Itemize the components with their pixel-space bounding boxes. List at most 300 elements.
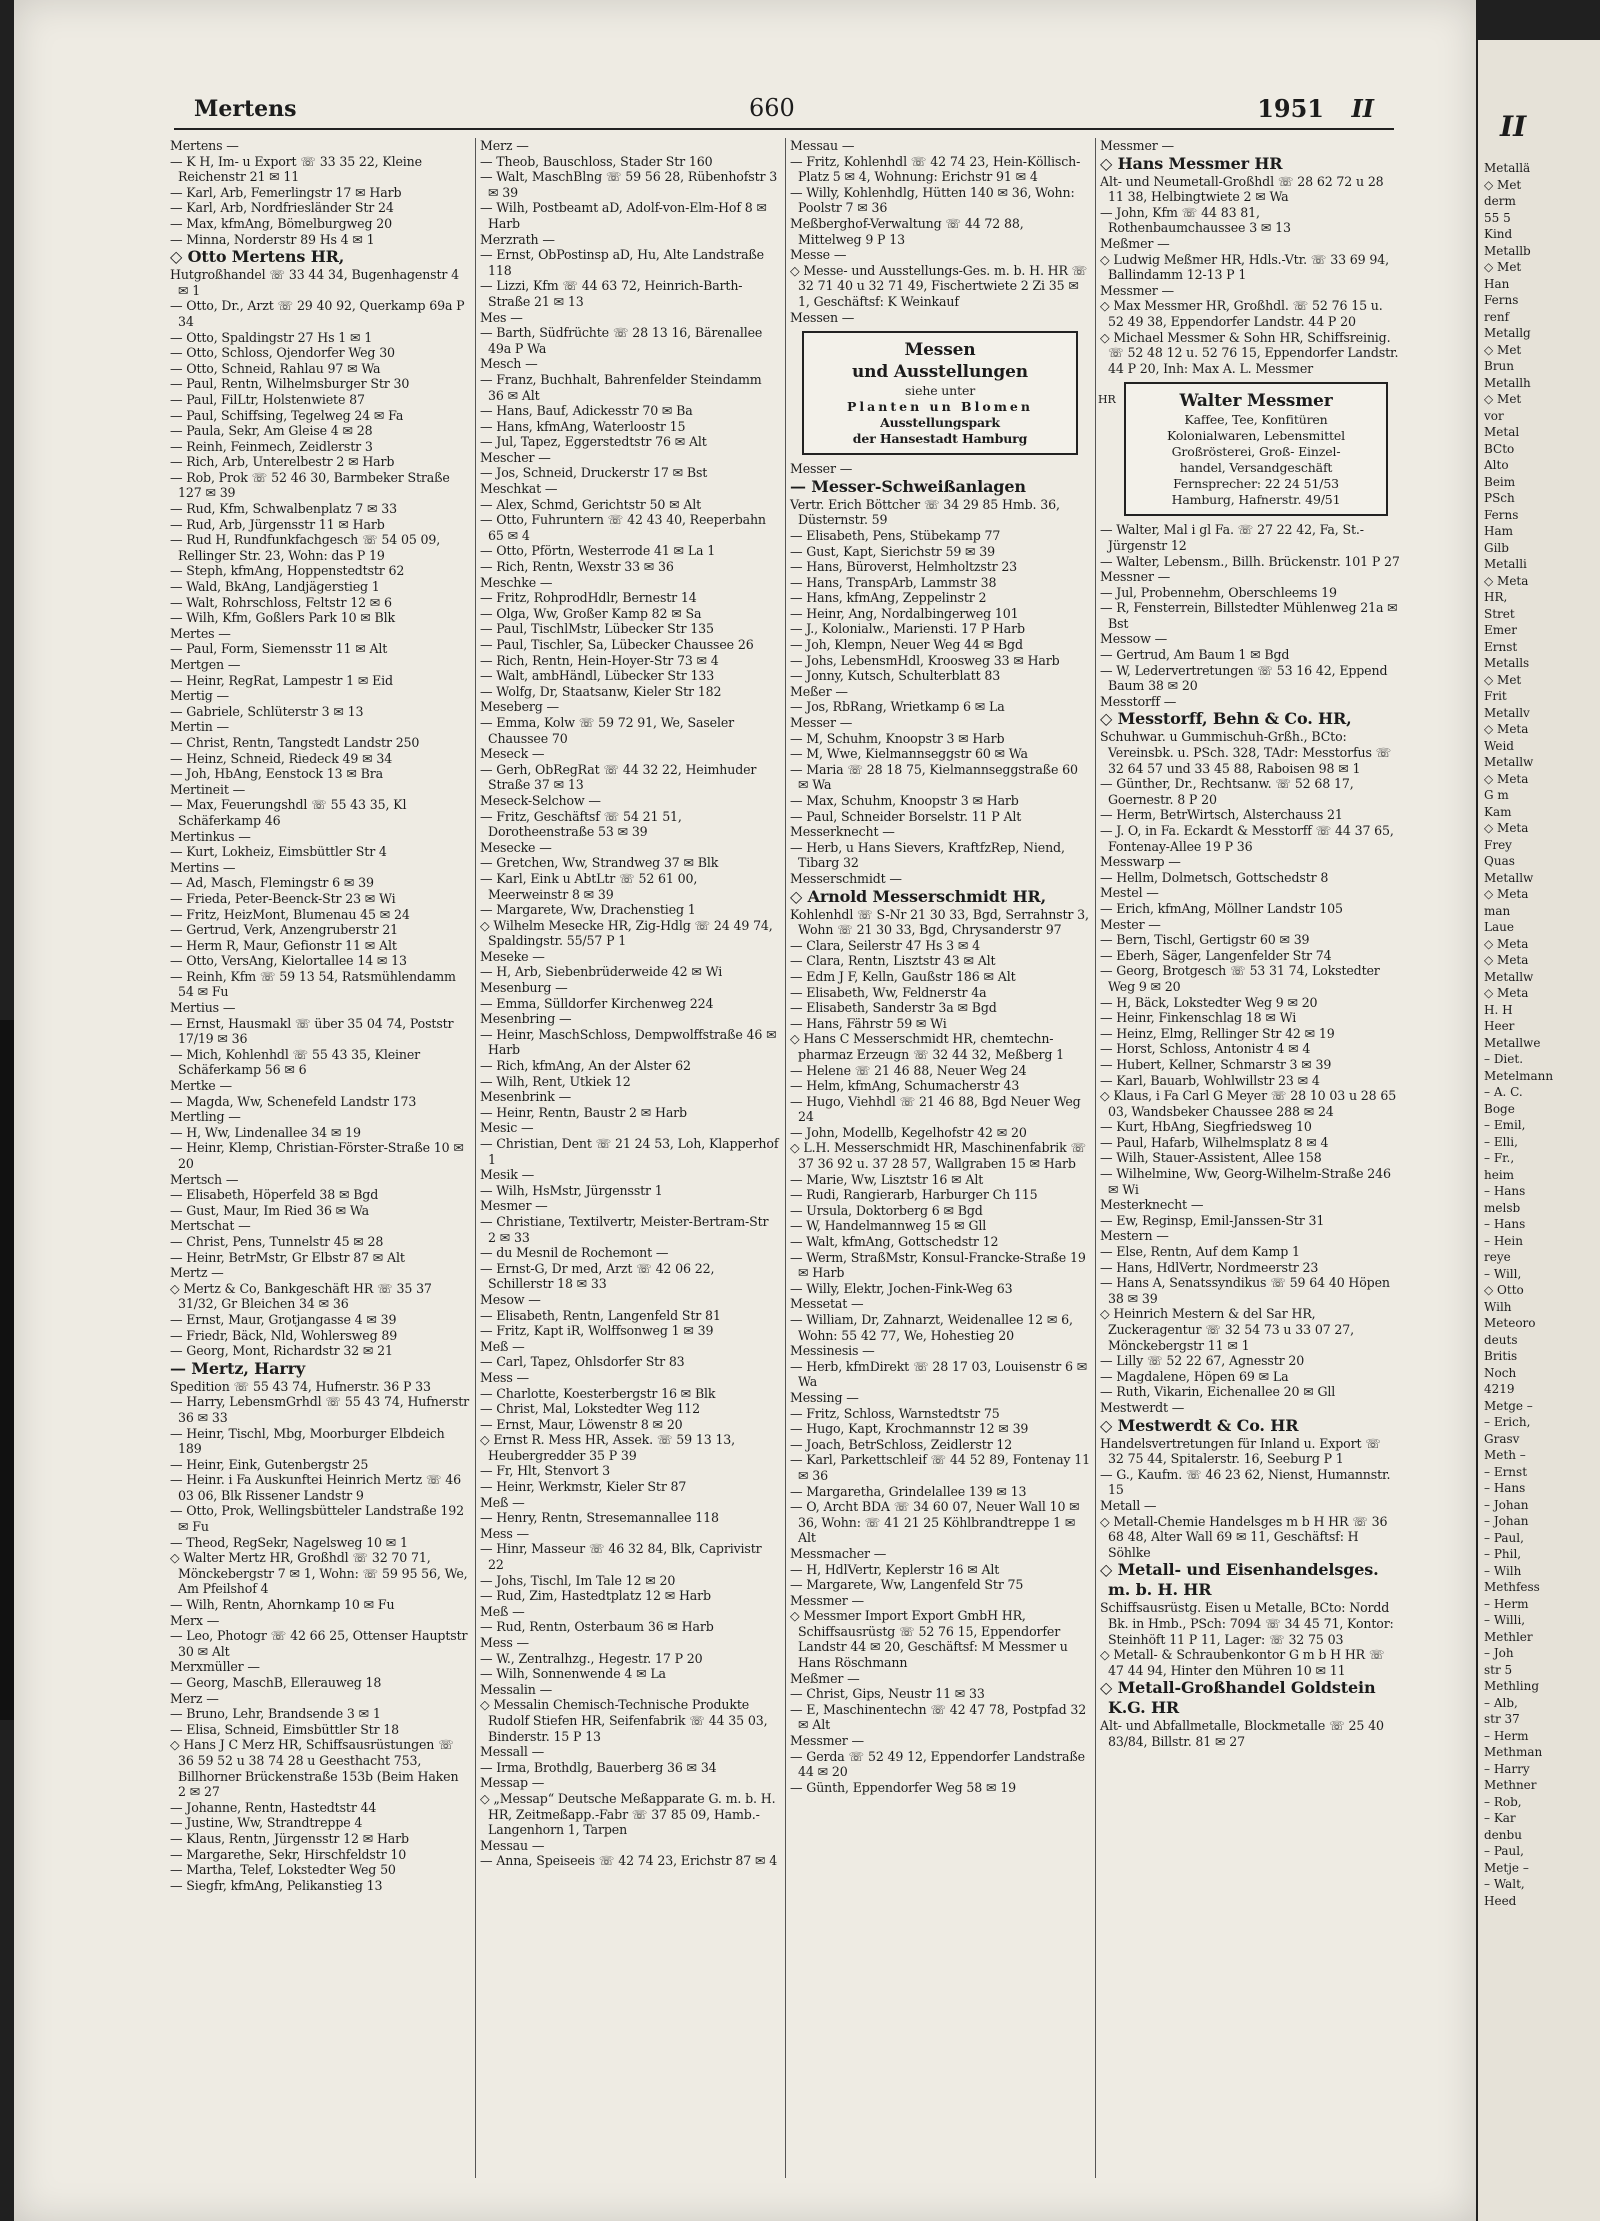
directory-entry: — Theob, Bauschloss, Stader Str 160 [480, 153, 713, 169]
directory-entry: — Franz, Buchhalt, Bahrenfelder Steindamm 36 ✉ Alt [480, 371, 762, 403]
directory-entry: Alt- und Abfallmetalle, Blockmetalle ☏ 25 40 83/84, Billstr. 81 ✉ 27 [1100, 1718, 1384, 1749]
directory-entry: — Else, Rentn, Auf dem Kamp 1 [1100, 1244, 1300, 1260]
directory-entry: — Bern, Tischl, Gertigstr 60 ✉ 39 [1100, 932, 1310, 948]
directory-entry: Messen — [790, 309, 855, 325]
directory-entry: — Paul, Hafarb, Wilhelmsplatz 8 ✉ 4 [1100, 1134, 1329, 1150]
adjacent-page-line: ◇ Met [1484, 260, 1522, 274]
adjacent-page-line: – Wilh [1484, 1563, 1522, 1578]
directory-entry: — Ernst, Hausmakl ☏ über 35 04 74, Poststr 17/19 ✉ 36 [170, 1015, 454, 1047]
ad-marker: HR [1098, 393, 1116, 407]
directory-entry: — du Mesnil de Rochemont — [480, 1245, 669, 1261]
adjacent-page-line: Metelmann [1484, 1068, 1554, 1083]
directory-entry: — Heinr, Werkmstr, Kieler Str 87 [480, 1479, 687, 1495]
directory-entry: — Theod, RegSekr, Nagelsweg 10 ✉ 1 [170, 1534, 408, 1550]
directory-entry: — Paula, Sekr, Am Gleise 4 ✉ 28 [170, 423, 373, 439]
ad-line: Hamburg, Hafnerstr. 49/51 [1171, 492, 1341, 508]
directory-entry: — E, Maschinentechn ☏ 42 47 78, Postpfad 32 ✉ Alt [790, 1701, 1087, 1733]
directory-entry: — Georg, Brotgesch ☏ 53 31 74, Lokstedter Weg 9 ✉ 20 [1100, 963, 1380, 994]
directory-entry: — Otto, Dr., Arzt ☏ 29 40 92, Querkamp 69a P 34 [170, 298, 465, 329]
directory-entry: — Reinh, Feinmech, Zeidlerstr 3 [170, 438, 373, 454]
directory-entry: — Helm, kfmAng, Schumacherstr 43 [790, 1078, 1020, 1094]
directory-entry: ◇ Messmer Import Export GmbH HR, Schiffsausrüstg ☏ 52 76 15, Eppendorfer Landstr 44 ✉ 20, Geschäftsf: M Messmer u Hans Röschmann [790, 1608, 1068, 1671]
directory-entry: — O, Archt BDA ☏ 34 60 07, Neuer Wall 10 ✉ 36, Wohn: ☏ 41 21 25 Köhlbrandtreppe 1 ✉ Alt [790, 1499, 1080, 1546]
adjacent-page-line: – Walt, [1484, 1877, 1525, 1891]
directory-entry: — Minna, Norderstr 89 Hs 4 ✉ 1 [170, 231, 375, 247]
directory-entry: — Rudi, Rangierarb, Harburger Ch 115 [790, 1187, 1038, 1203]
adjacent-page-line: Wilh [1484, 1299, 1512, 1314]
adjacent-page-line: Metallw [1484, 755, 1534, 769]
directory-entry: Mertin — [170, 719, 229, 735]
directory-entry: Messall — [480, 1744, 545, 1760]
adjacent-page-line: Ham [1484, 524, 1513, 538]
column-2 [480, 138, 780, 2188]
directory-entry: — Elisabeth, Rentn, Langenfeld Str 81 [480, 1307, 721, 1323]
adjacent-page-line: ◇ Otto [1484, 1283, 1524, 1297]
directory-entry: — Gust, Maur, Im Ried 36 ✉ Wa [170, 1202, 369, 1218]
directory-entry: — Jul, Tapez, Eggerstedtstr 76 ✉ Alt [480, 434, 707, 450]
directory-entry: ◇ Max Messmer HR, Großhdl. ☏ 52 76 15 u. 52 49 38, Eppendorfer Landstr. 44 P 20 [1100, 298, 1383, 329]
directory-entry: Mesow — [480, 1291, 541, 1307]
directory-entry: — H, Arb, Siebenbrüderweide 42 ✉ Wi [480, 964, 723, 980]
directory-entry: — Karl, Bauarb, Wohlwillstr 23 ✉ 4 [1100, 1072, 1320, 1088]
directory-entry: — Paul, TischlMstr, Lübecker Str 135 [480, 621, 714, 637]
adjacent-page-line: Heed [1484, 1893, 1517, 1908]
directory-entry: — Walter, Lebensm., Billh. Brückenstr. 101 P 27 [1100, 553, 1400, 569]
directory-entry: — Günth, Eppendorfer Weg 58 ✉ 19 [790, 1779, 1016, 1795]
directory-entry: Meß — [480, 1338, 525, 1354]
directory-entry: Mes — [480, 309, 523, 325]
directory-entry: — Rob, Prok ☏ 52 46 30, Barmbeker Straße 127 ✉ 39 [170, 469, 450, 501]
directory-entry: Hutgroßhandel ☏ 33 44 34, Bugenhagenstr 4 ✉ 1 [170, 267, 459, 298]
adjacent-page-line: Metallh [1484, 375, 1531, 390]
directory-entry: Mesenburg — [480, 980, 568, 996]
directory-entry: Mertz — [170, 1265, 224, 1281]
directory-entry: — Walt, Rohrschloss, Feltstr 12 ✉ 6 [170, 594, 392, 610]
directory-entry: — Rud, Rentn, Osterbaum 36 ✉ Harb [480, 1619, 714, 1635]
ad-line: siehe unter [904, 383, 976, 399]
directory-entry: — Maria ☏ 28 18 75, Kielmannseggstraße 60 ✉ Wa [790, 761, 1078, 793]
directory-entry: ◇ Heinrich Mestern & del Sar HR, Zuckeragentur ☏ 32 54 73 u 33 07 27, Mönckebergstr 11 ✉ 1 [1100, 1306, 1354, 1353]
adjacent-page-line: Metallw [1484, 969, 1534, 984]
directory-entry: — Joach, BetrSchloss, Zeidlerstr 12 [790, 1436, 1013, 1452]
directory-entry: — Hinr, Masseur ☏ 46 32 84, Blk, Caprivistr 22 [480, 1541, 762, 1573]
adjacent-page-edge [1478, 40, 1600, 2221]
adjacent-page-line: ◇ Meta [1484, 887, 1529, 901]
directory-entry: — Christ, Gips, Neustr 11 ✉ 33 [790, 1686, 985, 1702]
directory-entry: — Ew, Reginsp, Emil-Janssen-Str 31 [1100, 1212, 1325, 1228]
directory-entry: — Clara, Rentn, Lisztstr 43 ✉ Alt [790, 953, 996, 969]
adjacent-page-line: Kind [1484, 227, 1513, 241]
adjacent-page-line: PSch [1484, 491, 1515, 505]
directory-columns [170, 138, 1400, 2188]
page-number: 660 [749, 94, 795, 122]
directory-entry: — Max, Feuerungshdl ☏ 55 43 35, Kl Schäferkamp 46 [170, 797, 407, 828]
directory-entry: Messwarp — [1100, 854, 1181, 870]
directory-entry: — Hugo, Kapt, Krochmannstr 12 ✉ 39 [790, 1421, 1029, 1437]
directory-entry: Mesmer — [480, 1198, 548, 1214]
directory-entry: Meß — [480, 1494, 525, 1510]
directory-entry: — Günther, Dr., Rechtsanw. ☏ 52 68 17, Goernestr. 8 P 20 [1100, 776, 1354, 807]
adjacent-page-line: – Johan [1484, 1497, 1529, 1512]
page-year: 1951 [1257, 94, 1324, 123]
directory-entry: Schuhwar. u Gummischuh-Grßh., BCto: Vereinsbk. u. PSch. 328, TAdr: Messtorfus ☏ 32 64 57 und 33 45 88, Raboisen 98 ✉ 1 [1100, 729, 1392, 776]
directory-entry: Mescher — [480, 449, 551, 465]
directory-entry: — Hans, Fährstr 59 ✉ Wi [790, 1015, 947, 1031]
directory-entry: — Ursula, Doktorberg 6 ✉ Bgd [790, 1202, 983, 1218]
ad-line: der Hansestadt Hamburg [852, 431, 1028, 447]
directory-entry: Merz — [170, 1690, 219, 1706]
adjacent-page-line: Meteoro [1484, 1316, 1536, 1330]
directory-entry: — Wilh, Rent, Utkiek 12 [480, 1073, 631, 1089]
directory-entry: Mestel — [1100, 885, 1159, 901]
adjacent-page-line: Ernst [1484, 639, 1518, 654]
directory-entry: — Fritz, Schloss, Warnstedtstr 75 [790, 1405, 1000, 1421]
adjacent-page-line: – Ernst [1484, 1464, 1528, 1479]
directory-entry: — Rich, Arb, Unterelbestr 2 ✉ Harb [170, 454, 395, 470]
directory-entry: Meßberghof-Verwaltung ☏ 44 72 88, Mittelweg 9 P 13 [790, 215, 1024, 247]
directory-entry: — Gretchen, Ww, Strandweg 37 ✉ Blk [480, 855, 719, 871]
adjacent-page-line: Methfess [1484, 1580, 1540, 1594]
directory-entry: Kohlenhdl ☏ S-Nr 21 30 33, Bgd, Serrahnstr 3, Wohn ☏ 21 30 33, Bgd, Chrysanderstr 97 [790, 906, 1089, 938]
directory-entry: — Fritz, Geschäftsf ☏ 54 21 51, Dorotheenstraße 53 ✉ 39 [480, 808, 682, 840]
adjacent-page-line: Methner [1484, 1778, 1537, 1792]
directory-entry: — Margarete, Ww, Langenfeld Str 75 [790, 1577, 1024, 1593]
directory-entry: — W, Handelmannweg 15 ✉ Gll [790, 1218, 987, 1234]
directory-entry: ◇ Wilhelm Mesecke HR, Zig-Hdlg ☏ 24 49 74, Spaldingstr. 55/57 P 1 [480, 917, 773, 949]
directory-entry: Mertling — [170, 1109, 241, 1125]
directory-entry: Mertschat — [170, 1218, 251, 1234]
ad-line: Fernsprecher: 22 24 51/53 [1173, 476, 1339, 492]
directory-entry: Handelsvertretungen für Inland u. Export ☏ 32 75 44, Spitalerstr. 16, Seeburg P 1 [1100, 1435, 1381, 1467]
adjacent-page-line: – Will, [1484, 1266, 1522, 1281]
directory-entry: — Otto, Prok, Wellingsbütteler Landstraße 192 ✉ Fu [170, 1503, 464, 1535]
directory-entry: — Otto, VersAng, Kielortallee 14 ✉ 13 [170, 953, 407, 969]
directory-entry: — Charlotte, Koesterbergstr 16 ✉ Blk [480, 1385, 716, 1401]
ad-line: Großrösterei, Groß- Einzel- [1171, 444, 1341, 460]
adjacent-page-line: vor [1484, 408, 1504, 423]
adjacent-page-line: Stret [1484, 606, 1515, 621]
directory-entry: ◇ Hans J C Merz HR, Schiffsausrüstungen ☏ 36 59 52 u 38 74 28 u Geesthacht 753, Billhorner Brückenstraße 153b (Beim Haken 2 ✉ 27 [170, 1737, 459, 1800]
directory-entry: — Paul, Form, Siemensstr 11 ✉ Alt [170, 641, 388, 657]
directory-entry: Merzrath — [480, 231, 555, 247]
directory-entry: — Rud H, Rundfunkfachgesch ☏ 54 05 09, Rellinger Str. 23, Wohn: das P 19 [170, 532, 441, 563]
adjacent-page-line: Boge [1484, 1101, 1515, 1116]
directory-entry: — Olga, Ww, Großer Kamp 82 ✉ Sa [480, 605, 702, 621]
directory-entry: Vertr. Erich Böttcher ☏ 34 29 85 Hmb. 36, Düsternstr. 59 [790, 496, 1060, 528]
directory-entry: — John, Modellb, Kegelhofstr 42 ✉ 20 [790, 1124, 1027, 1140]
directory-entry: — Rich, Rentn, Hein-Hoyer-Str 73 ✉ 4 [480, 652, 719, 668]
directory-entry: — Johanne, Rentn, Hastedtstr 44 [170, 1799, 377, 1815]
directory-entry: Meseberg — [480, 699, 559, 715]
column-3 [790, 138, 1090, 2188]
directory-entry: Merx — [170, 1612, 220, 1628]
directory-entry: — Heinr. i Fa Auskunftei Heinrich Mertz ☏ 46 03 06, Blk Rissener Landstr 9 [170, 1472, 462, 1503]
directory-entry: — Johs, Tischl, Im Tale 12 ✉ 20 [480, 1572, 676, 1588]
directory-entry: — Heinr, RegRat, Lampestr 1 ✉ Eid [170, 672, 393, 688]
directory-entry: Messer — [790, 461, 853, 477]
directory-entry: — Fritz, Kapt iR, Wolffsonweg 1 ✉ 39 [480, 1323, 714, 1339]
directory-entry: — H, Bäck, Lokstedter Weg 9 ✉ 20 [1100, 994, 1318, 1010]
adjacent-page-line: – Herm [1484, 1596, 1529, 1611]
directory-entry: — Otto, Fuhruntern ☏ 42 43 40, Reeperbahn 65 ✉ 4 [480, 512, 766, 543]
ad-title: Messen [904, 340, 976, 361]
directory-entry: Messmer — [790, 1592, 864, 1608]
directory-entry: Messmacher — [790, 1545, 887, 1561]
directory-entry: — Gerh, ObRegRat ☏ 44 32 22, Heimhuder Straße 37 ✉ 13 [480, 761, 757, 793]
directory-entry: — Helene ☏ 21 46 88, Neuer Weg 24 [790, 1062, 1027, 1078]
adjacent-page-line: ◇ Meta [1484, 953, 1529, 967]
directory-entry: Mestwerdt — [1100, 1399, 1185, 1415]
adjacent-page-line: Metallwe [1484, 1035, 1541, 1050]
directory-entry: — Gertrud, Am Baum 1 ✉ Bgd [1100, 647, 1290, 663]
directory-entry: — Friedr, Bäck, Nld, Wohlersweg 89 [170, 1327, 398, 1343]
adjacent-page-line: – Phil, [1484, 1547, 1522, 1561]
directory-entry: — M, Wwe, Kielmannseggstr 60 ✉ Wa [790, 746, 1028, 762]
ad-line: Planten un Blomen [847, 399, 1033, 415]
directory-entry: — Herm, BetrWirtsch, Alsterchauss 21 [1100, 807, 1343, 823]
directory-entry: — Heinr, Eink, Gutenbergstr 25 [170, 1456, 369, 1472]
directory-entry: Alt- und Neumetall-Großhdl ☏ 28 62 72 u 28 11 38, Helbingtwiete 2 ✉ Wa [1100, 173, 1384, 205]
directory-entry: Mertig — [170, 688, 229, 704]
ad-title-2: und Ausstellungen [851, 362, 1029, 383]
adjacent-page-line: ◇ Met [1484, 177, 1522, 192]
directory-entry: — Otto, Schneid, Rahlau 97 ✉ Wa [170, 360, 381, 376]
directory-entry: — J. O, in Fa. Eckardt & Messtorff ☏ 44 37 65, Fontenay-Allee 19 P 36 [1100, 823, 1394, 854]
adjacent-page-line: Metallb [1484, 243, 1531, 258]
directory-entry: — Max, Schuhm, Knoopstr 3 ✉ Harb [790, 793, 1019, 808]
adjacent-page-line: – Joh [1484, 1646, 1514, 1660]
adjacent-page-line: Metallw [1484, 870, 1534, 885]
directory-entry: ◇ Messe- und Ausstellungs-Ges. m. b. H. HR ☏ 32 71 40 u 32 71 49, Fischertwiete 2 Zi 35 ✉ 1, Geschäftsf: K Weinkauf [790, 262, 1088, 309]
adjacent-page-line: – Paul, [1484, 1844, 1524, 1858]
directory-entry: — Ernst, Maur, Grotjangasse 4 ✉ 39 [170, 1311, 397, 1327]
adjacent-page-line: man [1484, 903, 1511, 918]
directory-entry: — Margarethe, Sekr, Hirschfeldstr 10 [170, 1846, 407, 1862]
adjacent-page-line: Britis [1484, 1349, 1518, 1363]
directory-entry: — Willy, Elektr, Jochen-Fink-Weg 63 [790, 1280, 1013, 1296]
adjacent-page-line: ◇ Meta [1484, 573, 1529, 588]
directory-entry: — Jul, Probennehm, Oberschleems 19 [1100, 584, 1337, 600]
directory-entry: — Ernst, ObPostinsp aD, Hu, Alte Landstraße 118 [480, 247, 764, 278]
directory-entry: Mertineit — [170, 781, 246, 797]
directory-entry: Metall — [1100, 1497, 1157, 1513]
adjacent-page-line: Han [1484, 276, 1510, 291]
adjacent-page-line: Emer [1484, 623, 1517, 637]
directory-entry: Messmer — [790, 1733, 864, 1749]
directory-entry: — J., Kolonialw., Mariensti. 17 P Harb [790, 621, 1025, 637]
adjacent-page-line: Ferns [1484, 507, 1519, 522]
directory-entry: Mestern — [1100, 1228, 1169, 1244]
directory-entry: Messmer — [1100, 138, 1174, 153]
directory-entry: — Rud, Kfm, Schwalbenplatz 7 ✉ 33 [170, 501, 397, 517]
directory-entry: — Christian, Dent ☏ 21 24 53, Loh, Klapperhof 1 [480, 1136, 779, 1167]
directory-entry: Messer — [790, 715, 853, 731]
adjacent-page-line: Frit [1484, 689, 1507, 703]
adjacent-page-line: – Johan [1484, 1514, 1529, 1528]
directory-entry: — Walt, ambHändl, Lübecker Str 133 [480, 668, 715, 684]
directory-entry: ◇ Michael Messmer & Sohn HR, Schiffsreinig. ☏ 52 48 12 u. 52 76 15, Eppendorfer Landstr. 44 P 20, Inh: Max A. L. Messmer [1100, 329, 1399, 376]
directory-entry: — Hans, TranspArb, Lammstr 38 [790, 574, 997, 590]
directory-entry: — Leo, Photogr ☏ 42 66 25, Ottenser Hauptstr 30 ✉ Alt [170, 1628, 468, 1659]
directory-entry: — Gertrud, Verk, Anzengruberstr 21 [170, 922, 399, 938]
adjacent-page-line: Metje – [1484, 1860, 1529, 1875]
ad-walter-messmer [1124, 382, 1388, 516]
directory-entry: — Magda, Ww, Schenefeld Landstr 173 [170, 1093, 417, 1109]
directory-entry: — Wilh, Sonnenwende 4 ✉ La [480, 1666, 666, 1682]
adjacent-page-line: Methling [1484, 1679, 1540, 1693]
directory-entry: — Elisa, Schneid, Eimsbüttler Str 18 [170, 1721, 400, 1737]
directory-entry: — Werm, StraßMstr, Konsul-Francke-Straße 19 ✉ Harb [790, 1249, 1086, 1281]
adjacent-page-line: Metge – [1484, 1398, 1533, 1413]
adjacent-page-line: – Kar [1484, 1811, 1516, 1825]
directory-entry: Mess — [480, 1635, 529, 1650]
column-rule [1095, 138, 1096, 2178]
directory-entry: Mertius — [170, 1000, 236, 1016]
directory-entry: — Hans, kfmAng, Waterloostr 15 [480, 418, 686, 434]
adjacent-page-line: Metallg [1484, 326, 1531, 340]
directory-entry: — Johs, LebensmHdl, Kroosweg 33 ✉ Harb [790, 652, 1060, 668]
directory-entry: Mertes — [170, 625, 231, 641]
adjacent-page-line: Methman [1484, 1745, 1543, 1759]
adjacent-page-header: II [1500, 110, 1527, 143]
directory-entry: — Heinz, Elmg, Rellinger Str 42 ✉ 19 [1100, 1025, 1335, 1041]
directory-entry: Mesch — [480, 356, 538, 372]
directory-entry: ◇ Metall- & Schraubenkontor G m b H HR ☏ 47 44 94, Hinter den Mühren 10 ✉ 11 [1100, 1647, 1385, 1678]
directory-entry: — Heinr, Ang, Nordalbingerweg 101 [790, 605, 1019, 621]
directory-entry: Messtorff — [1100, 693, 1177, 709]
directory-entry: Mesenbrink — [480, 1089, 572, 1105]
directory-entry: — Horst, Schloss, Antonistr 4 ✉ 4 [1100, 1041, 1311, 1057]
directory-entry: — Marie, Ww, Lisztstr 16 ✉ Alt [790, 1171, 984, 1187]
directory-entry: — Heinr, Tischl, Mbg, Moorburger Elbdeich 189 [170, 1425, 445, 1457]
directory-entry: — Ernst, Maur, Löwenstr 8 ✉ 20 [480, 1416, 683, 1432]
directory-entry: — Heinr, Klemp, Christian-Förster-Straße 10 ✉ 20 [170, 1140, 464, 1171]
directory-entry: ◇ „Messap“ Deutsche Meßapparate G. m. b. H. HR, Zeitmeßapp.-Fabr ☏ 37 85 09, Hamb.-Langenhorn 1, Tarpen [480, 1790, 776, 1838]
directory-entry: Meseck — [480, 746, 545, 762]
directory-entry: — Heinr, Rentn, Baustr 2 ✉ Harb [480, 1104, 687, 1120]
directory-entry: — Hans, HdlVertr, Nordmeerstr 23 [1100, 1259, 1319, 1275]
directory-entry: — Willy, Kohlenhdlg, Hütten 140 ✉ 36, Wohn: Poolstr 7 ✉ 36 [790, 184, 1075, 216]
adjacent-page-line: ◇ Meta [1484, 821, 1529, 835]
directory-entry: — Heinr, Finkenschlag 18 ✉ Wi [1100, 1010, 1297, 1026]
directory-entry: — Mertz, Harry [170, 1358, 306, 1378]
directory-entry: — Jos, RbRang, Wrietkamp 6 ✉ La [790, 699, 1005, 715]
directory-entry: — Kurt, Lokheiz, Eimsbüttler Str 4 [170, 844, 387, 860]
adjacent-page-line: deuts [1484, 1332, 1518, 1347]
directory-entry: — Walter, Mal i gl Fa. ☏ 27 22 42, Fa, St.-Jürgenstr 12 [1100, 522, 1364, 553]
ad-line: Ausstellungspark [880, 415, 1000, 431]
directory-entry: — Henry, Rentn, Stresemannallee 118 [480, 1510, 719, 1526]
directory-entry: ◇ Ludwig Meßmer HR, Hdls.-Vtr. ☏ 33 69 94, Ballindamm 12-13 P 1 [1100, 251, 1389, 283]
adjacent-page-line: Alto [1484, 458, 1509, 472]
directory-entry: Mesenbring — [480, 1011, 572, 1027]
directory-entry: — Justine, Ww, Strandtreppe 4 [170, 1815, 363, 1831]
directory-entry: — Erich, kfmAng, Möllner Landstr 105 [1100, 900, 1343, 916]
directory-entry: Mesecke — [480, 839, 552, 855]
directory-entry: Messinesis — [790, 1343, 875, 1359]
adjacent-page-line: HR, [1484, 590, 1508, 604]
directory-entry: Meß — [480, 1603, 525, 1619]
adjacent-page-line: – Rob, [1484, 1794, 1522, 1809]
directory-entry: — Clara, Seilerstr 47 Hs 3 ✉ 4 [790, 937, 981, 953]
directory-entry: Messmer — [1100, 282, 1174, 298]
adjacent-page-line: Grasv [1484, 1431, 1520, 1446]
directory-entry: — Mich, Kohlenhdl ☏ 55 43 35, Kleiner Schäferkamp 56 ✉ 6 [170, 1046, 421, 1078]
adjacent-page-line: Metallv [1484, 705, 1530, 720]
directory-entry: — Hans A, Senatssyndikus ☏ 59 64 40 Höpen 38 ✉ 39 [1100, 1275, 1390, 1306]
directory-entry: — Paul, Schneider Borselstr. 11 P Alt [790, 808, 1022, 824]
directory-entry: Mertens — [170, 138, 239, 153]
directory-entry: — Karl, Parkettschleif ☏ 44 52 89, Fontenay 11 ✉ 36 [790, 1452, 1090, 1483]
column-rule [475, 138, 476, 2178]
adjacent-page-line: ◇ Meta [1484, 986, 1529, 1000]
directory-entry: — Max, kfmAng, Bömelburgweg 20 [170, 215, 392, 231]
adjacent-page-line: G m [1484, 788, 1509, 802]
directory-entry: — Wilhelmine, Ww, Georg-Wilhelm-Straße 246 ✉ Wi [1100, 1166, 1391, 1197]
directory-entry: — Frieda, Peter-Beenck-Str 23 ✉ Wi [170, 890, 396, 906]
adjacent-page-line: – Harry [1484, 1761, 1530, 1776]
directory-entry: — Wilh, Stauer-Assistent, Allee 158 [1100, 1150, 1322, 1166]
page-volume: II [1351, 94, 1374, 123]
directory-entry: ◇ Hans Messmer HR [1100, 153, 1283, 173]
ad-title: Walter Messmer [1179, 391, 1333, 412]
directory-entry: — Heinr, BetrMstr, Gr Elbstr 87 ✉ Alt [170, 1249, 405, 1265]
adjacent-page-line: – Herm [1484, 1728, 1529, 1743]
directory-entry: — John, Kfm ☏ 44 83 81, Rothenbaumchaussee 3 ✉ 13 [1100, 204, 1291, 236]
adjacent-page-line: Kam [1484, 804, 1512, 819]
directory-entry: ◇ Messtorff, Behn & Co. HR, [1100, 709, 1352, 729]
directory-entry: — Christ, Rentn, Tangstedt Landstr 250 [170, 734, 420, 750]
ad-line: Kaffee, Tee, Konfitüren [1184, 412, 1328, 428]
directory-entry: — Lizzi, Kfm ☏ 44 63 72, Heinrich-Barth-Straße 21 ✉ 13 [480, 278, 743, 309]
directory-entry: — Fritz, RohprodHdlr, Bernestr 14 [480, 590, 697, 606]
directory-entry: Meßer — [790, 683, 848, 699]
adjacent-page-line: Metal [1484, 425, 1520, 439]
directory-entry: — Siegfr, kfmAng, Pelikanstieg 13 [170, 1877, 383, 1893]
directory-entry: — Margarete, Ww, Drachenstieg 1 [480, 902, 696, 918]
directory-entry: — Elisabeth, Höperfeld 38 ✉ Bgd [170, 1187, 379, 1203]
adjacent-page-line: Metalls [1484, 656, 1530, 670]
directory-entry: — Hellm, Dolmetsch, Gottschedstr 8 [1100, 869, 1329, 885]
adjacent-page-line: – Hans [1484, 1217, 1526, 1231]
directory-entry: Mertsch — [170, 1171, 239, 1187]
directory-entry: — Reinh, Kfm ☏ 59 13 54, Ratsmühlendamm 54 ✉ Fu [170, 968, 456, 1000]
directory-entry: ◇ Arnold Messerschmidt HR, [790, 886, 1046, 906]
adjacent-page-line: str 37 [1484, 1712, 1520, 1726]
adjacent-page-line: ◇ Meta [1484, 722, 1529, 736]
adjacent-page-line: – A. C. [1484, 1085, 1523, 1099]
adjacent-page-line: derm [1484, 194, 1516, 208]
directory-entry: Messetat — [790, 1296, 864, 1312]
directory-entry: Meseck-Selchow — [480, 792, 601, 808]
directory-entry: — Walt, kfmAng, Gottschedstr 12 [790, 1234, 999, 1250]
adjacent-page-line: – Willi, [1484, 1613, 1526, 1627]
directory-entry: — Herm R, Maur, Gefionstr 11 ✉ Alt [170, 937, 397, 953]
directory-entry: Schiffsausrüstg. Eisen u Metalle, BCto: Nordd Bk. in Hmb., PSch: 7094 ☏ 34 45 71, Kontor: Steinhöft 11 P 11, Lager: ☏ 32 75 03 [1100, 1600, 1394, 1647]
directory-entry: — Alex, Schmd, Gerichtstr 50 ✉ Alt [480, 496, 702, 512]
directory-entry: — Rud, Zim, Hastedtplatz 12 ✉ Harb [480, 1588, 711, 1604]
directory-entry: — H, Ww, Lindenallee 34 ✉ 19 [170, 1124, 361, 1140]
directory-entry: Meschkat — [480, 481, 558, 497]
directory-entry: — Heinr, MaschSchloss, Dempwolffstraße 46 ✉ Harb [480, 1026, 777, 1058]
adjacent-page-line: Metallä [1484, 161, 1531, 175]
directory-entry: Meßmer — [1100, 235, 1170, 251]
adjacent-page-line: – Hans [1484, 1184, 1526, 1198]
directory-entry: — Wilh, Postbeamt aD, Adolf-von-Elm-Hof 8 ✉ Harb [480, 200, 767, 231]
ad-line: handel, Versandgeschäft [1179, 460, 1333, 476]
directory-entry: Meschke — [480, 574, 553, 590]
adjacent-page-line: Methler [1484, 1629, 1533, 1644]
